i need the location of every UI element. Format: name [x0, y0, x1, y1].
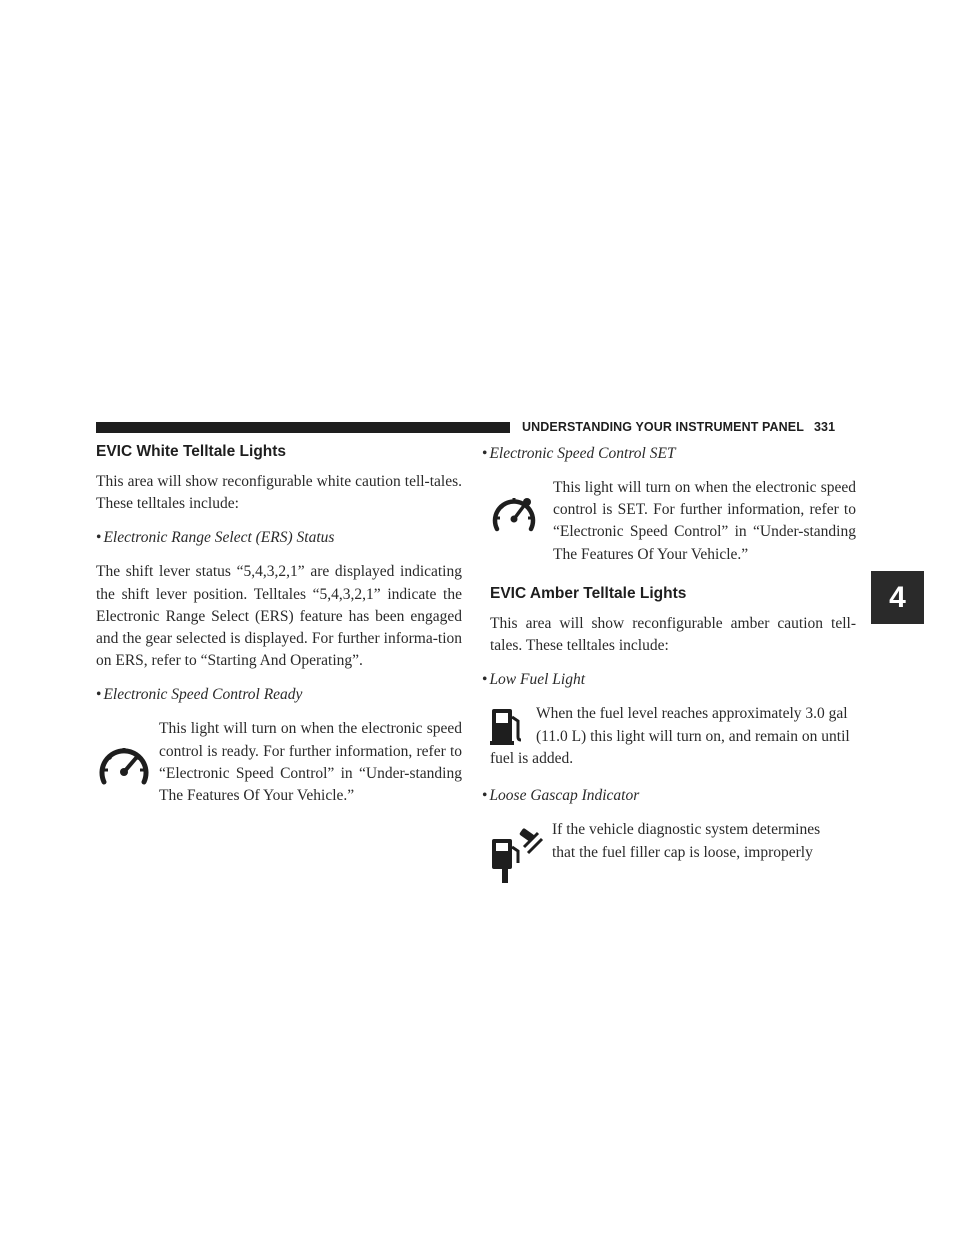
bullet-speed-ready: • Electronic Speed Control Ready	[96, 686, 303, 704]
fuel-pump-icon	[490, 707, 524, 745]
speed-ready-text: This light will turn on when the electronic speed control is ready. For further information, refer to “Electronic Speed Control” in “Under-standing The Features Of Your Vehicle.”	[159, 720, 462, 805]
bullet-low-fuel: • Low Fuel Light	[482, 671, 586, 689]
amber-telltale-heading: EVIC Amber Telltale Lights	[490, 585, 687, 602]
speed-set-text: This light will turn on when the electronic speed control is SET. For further information, refer to “Electronic Speed Control” in “Under-standing The Features Of Your Vehicle.”	[553, 479, 856, 563]
running-header	[522, 420, 835, 434]
white-telltale-heading: EVIC White Telltale Lights	[96, 443, 287, 460]
chapter-tab: 4	[871, 571, 924, 624]
bullet-speed-set: • Electronic Speed Control SET	[482, 445, 676, 462]
speed-set-block	[490, 477, 856, 573]
speedometer-icon	[96, 740, 152, 792]
ers-paragraph: The shift lever status “5,4,3,2,1” are displayed indicating the shift lever position. Telltales “5,4,3,2,1” indicate the Electronic Range Select (ERS) feature has been engaged and the gear selected is displayed. For further informa-tion on ERS, refer to “Starting And Operating”.	[96, 563, 462, 670]
gascap-icon	[490, 825, 546, 885]
header-rule	[96, 422, 510, 433]
speed-ready-block	[96, 718, 462, 818]
white-telltale-intro: This area will show reconfigurable white caution tell-tales. These telltales include:	[96, 473, 462, 513]
amber-telltale-intro: This area will show reconfigurable amber caution tell-tales. These telltales include:	[490, 615, 856, 655]
bullet-gascap: • Loose Gascap Indicator	[482, 787, 640, 805]
low-fuel-text: When the fuel level reaches approximately 3.0 gal (11.0 L) this light will turn on, and remain on until fuel is added.	[490, 705, 850, 767]
bullet-ers: • Electronic Range Select (ERS) Status	[96, 529, 335, 547]
right-column	[482, 443, 856, 911]
gascap-text: If the vehicle diagnostic system determines that the fuel filler cap is loose, improperly	[552, 821, 821, 861]
page-number: 331	[813, 420, 836, 434]
gascap-block	[490, 819, 856, 899]
low-fuel-block	[490, 703, 856, 773]
section-title: UNDERSTANDING YOUR INSTRUMENT PANEL	[522, 420, 804, 434]
left-column	[96, 443, 462, 830]
speedometer-set-icon	[490, 491, 538, 537]
